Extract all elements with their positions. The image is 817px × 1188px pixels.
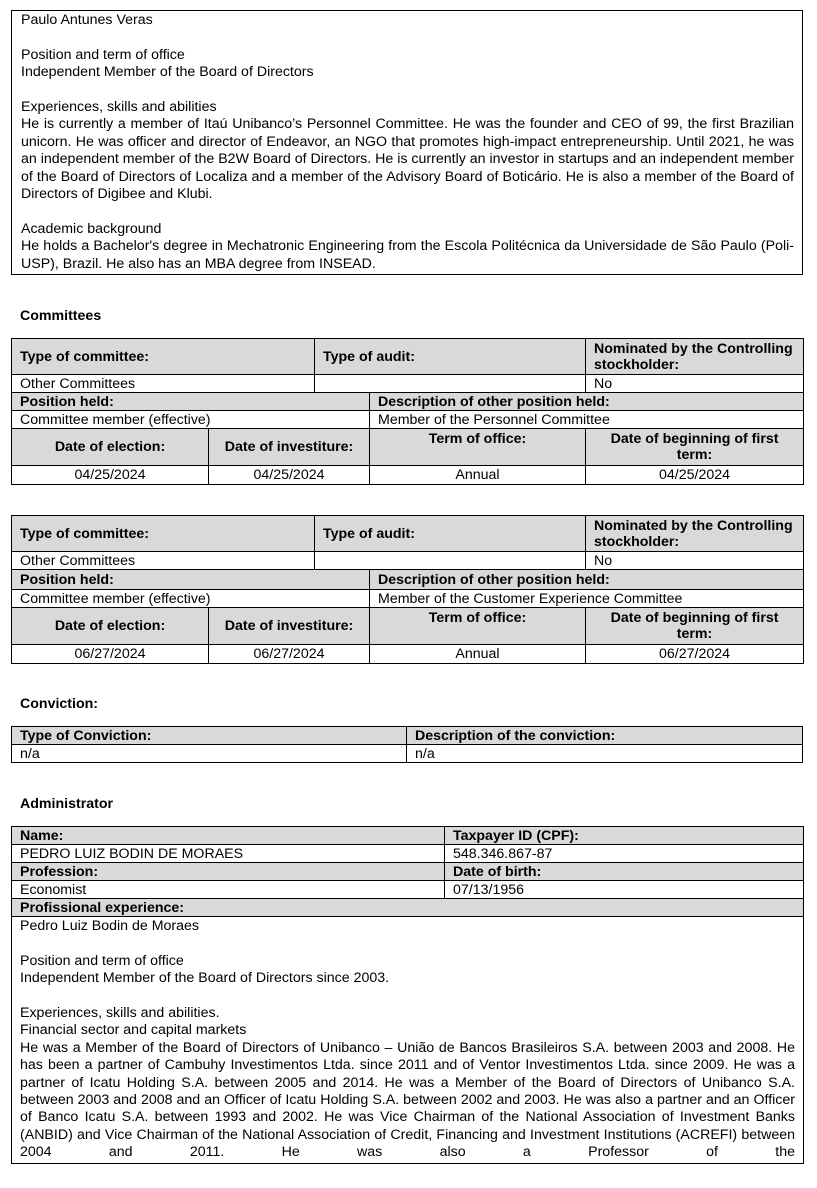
conviction-description-label: Description of the conviction: — [407, 727, 803, 745]
position-held-label: Position held: — [12, 570, 370, 590]
type-of-committee-value: Other Committees — [12, 552, 315, 570]
member-name: Paulo Antunes Veras — [21, 12, 153, 28]
type-of-audit-value — [315, 552, 586, 570]
date-of-investiture-label: Date of investiture: — [209, 429, 370, 466]
experience-heading: Experiences, skills and abilities — [21, 99, 217, 115]
admin-sector-heading: Financial sector and capital markets — [20, 1022, 247, 1039]
description-other-label: Description of other position held: — [370, 570, 804, 590]
admin-profession-label: Profession: — [12, 863, 445, 881]
experience-text: He is currently a member of Itaú Unibanco’s Personnel Committee. He was the founder and CEO of 99, the first Brazilian unicorn. He was officer and director of Endeavor, an NGO that promotes high-impact entrepreneurship. Until 2021, he was an independent member of the B2W Board of Directors. He is currently an investor in startups and an independent member of the Board of Directors of Localiza and a member of the Advisory Board of Boticário. He is also a member of the Board of Directors of Digibee and Klubi. — [21, 116, 794, 203]
date-of-investiture-value: 06/27/2024 — [209, 645, 370, 664]
administrator-table — [11, 826, 804, 1164]
committees-title: Committees — [20, 308, 102, 324]
position-held-label: Position held: — [12, 393, 370, 411]
admin-experience-text: He was a Member of the Board of Directors of Unibanco – União de Bancos Brasileiros S.A. between 2003 and 2008. He has been a partner of Cambuhy Investimentos Ltda. since 2011 and of Ventor Investimentos Ltda. since 2009. He was a partner of Icatu Holding S.A. between 2005 and 2014. He was a Member of the Board of Directors of Unibanco S.A. between 2003 and 2008 and an Officer of Icatu Holding S.A. between 2002 and 2003. He was also a partner and an Officer of Banco Icatu S.A. between 1993 and 2002. He was Vice Chairman of the National Association of Investment Banks (ANBID) and Vice Chairman of the National Association of Credit, Financing and Investment Institutions (ACREFI) between 2004 and 2011. He was also a Professor of the — [20, 1039, 795, 1161]
admin-experience-label: Profissional experience: — [12, 899, 804, 917]
admin-position-heading: Position and term of office — [20, 952, 184, 969]
date-of-election-label: Date of election: — [12, 429, 209, 466]
nominated-value: No — [586, 552, 804, 570]
conviction-type-value: n/a — [12, 745, 407, 763]
term-of-office-value: Annual — [370, 645, 586, 664]
admin-cpf-value: 548.346.867-87 — [445, 845, 804, 863]
admin-exp-name: Pedro Luiz Bodin de Moraes — [20, 918, 200, 934]
type-of-committee-value: Other Committees — [12, 375, 315, 393]
committee-table-2 — [11, 515, 804, 664]
conviction-table — [11, 726, 803, 763]
admin-cpf-label: Taxpayer ID (CPF): — [445, 827, 804, 845]
admin-name-value: PEDRO LUIZ BODIN DE MORAES — [12, 845, 445, 863]
nominated-label: Nominated by the Controlling stockholder: — [586, 339, 804, 375]
term-of-office-value: Annual — [370, 466, 586, 485]
academic-heading: Academic background — [21, 220, 162, 237]
position-heading: Position and term of office — [21, 46, 185, 63]
type-of-audit-value — [315, 375, 586, 393]
admin-birth-value: 07/13/1956 — [445, 881, 804, 899]
type-of-audit-label: Type of audit: — [315, 516, 586, 552]
date-of-election-value: 06/27/2024 — [12, 645, 209, 664]
position-held-value: Committee member (effective) — [12, 411, 370, 429]
date-of-election-value: 04/25/2024 — [12, 466, 209, 485]
admin-name-label: Name: — [12, 827, 445, 845]
description-other-label: Description of other position held: — [370, 393, 804, 411]
type-of-committee-label: Type of committee: — [12, 516, 315, 552]
nominated-value: No — [586, 375, 804, 393]
admin-birth-label: Date of birth: — [445, 863, 804, 881]
date-first-term-value: 06/27/2024 — [586, 645, 804, 664]
term-of-office-label: Term of office: — [370, 429, 586, 466]
description-other-value: Member of the Personnel Committee — [370, 411, 804, 429]
conviction-description-value: n/a — [407, 745, 803, 763]
description-other-value: Member of the Customer Experience Committee — [370, 590, 804, 608]
type-of-audit-label: Type of audit: — [315, 339, 586, 375]
conviction-type-label: Type of Conviction: — [12, 727, 407, 745]
position-held-value: Committee member (effective) — [12, 590, 370, 608]
date-of-election-label: Date of election: — [12, 608, 209, 645]
admin-skills-heading: Experiences, skills and abilities. — [20, 1005, 220, 1021]
admin-profession-value: Economist — [12, 881, 445, 899]
nominated-label: Nominated by the Controlling stockholder: — [586, 516, 804, 552]
committee-table-1 — [11, 338, 804, 485]
profile-box — [11, 10, 803, 275]
date-first-term-label: Date of beginning of first term: — [586, 608, 804, 645]
term-of-office-label: Term of office: — [370, 608, 586, 645]
type-of-committee-label: Type of committee: — [12, 339, 315, 375]
date-first-term-value: 04/25/2024 — [586, 466, 804, 485]
date-of-investiture-label: Date of investiture: — [209, 608, 370, 645]
date-first-term-label: Date of beginning of first term: — [586, 429, 804, 466]
conviction-title: Conviction: — [20, 696, 99, 712]
administrator-title: Administrator — [20, 796, 114, 812]
admin-experience-cell — [12, 917, 804, 1164]
position-value: Independent Member of the Board of Directors — [21, 64, 314, 81]
academic-text: He holds a Bachelor's degree in Mechatronic Engineering from the Escola Politécnica da Universidade de São Paulo (Poli-USP), Brazil. He also has an MBA degree from INSEAD. — [21, 238, 794, 272]
date-of-investiture-value: 04/25/2024 — [209, 466, 370, 485]
admin-position-value: Independent Member of the Board of Directors since 2003. — [20, 970, 390, 987]
